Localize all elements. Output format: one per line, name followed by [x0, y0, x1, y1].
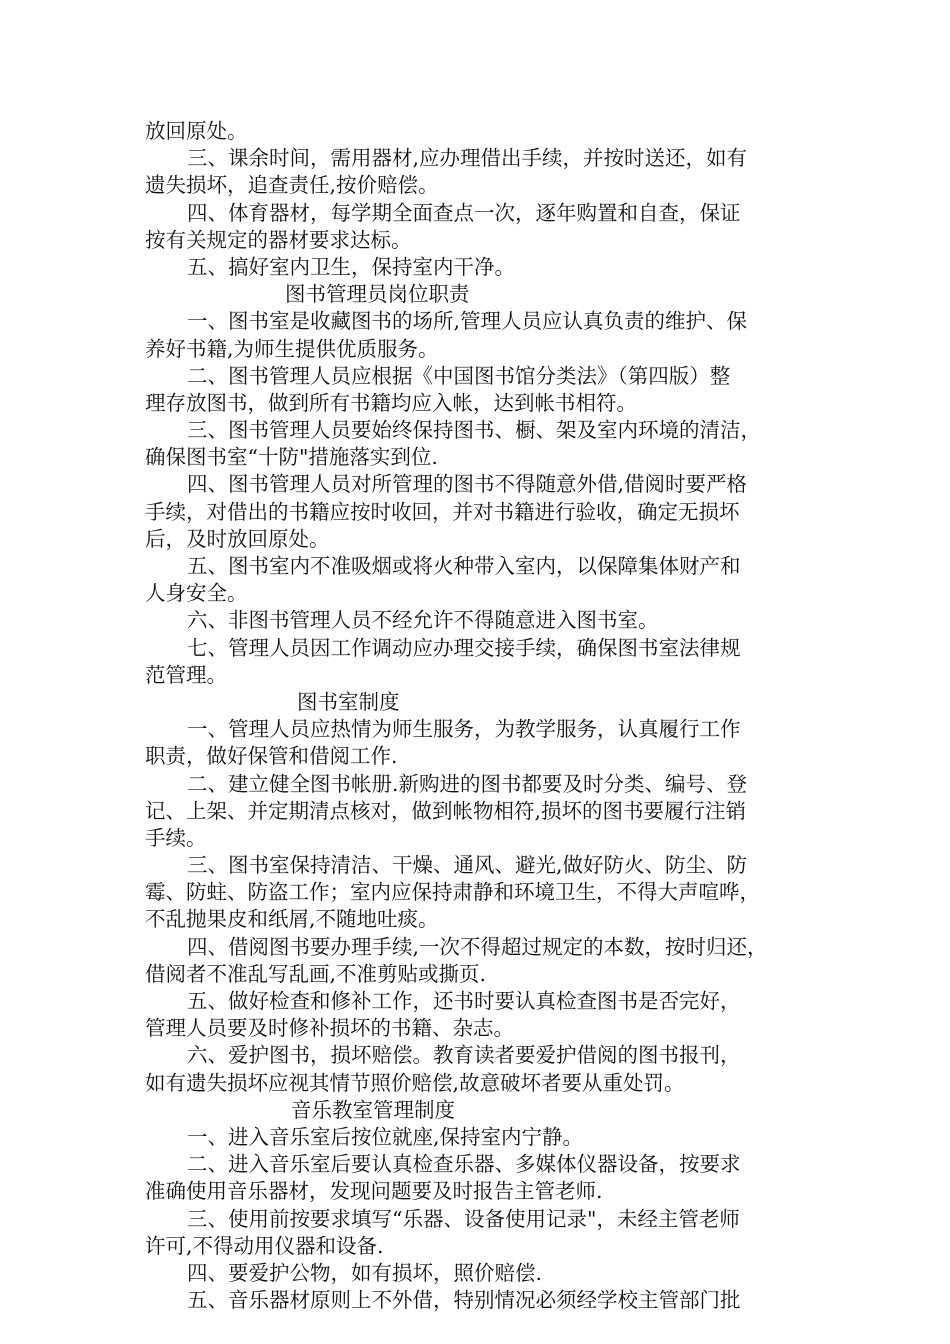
text-line: 一、图书室是收藏图书的场所,管理人员应认真负责的维护、保 — [187, 309, 748, 334]
text-line: 记、上架、并定期清点核对，做到帐物相符,损坏的图书要履行注销 — [145, 798, 747, 823]
text-line: 遗失损坏，追查责任,按价赔偿。 — [145, 173, 439, 198]
text-line: 四、要爱护公物，如有损坏，照价赔偿. — [187, 1260, 543, 1285]
text-line: 职责，做好保管和借阅工作. — [145, 744, 398, 769]
text-line: 五、音乐器材原则上不外借，特别情况必须经学校主管部门批 — [187, 1288, 741, 1313]
text-line: 二、图书管理人员应根据《中国图书馆分类法》（第四版）整 — [187, 363, 731, 388]
text-line: 二、建立健全图书帐册.新购进的图书都要及时分类、编号、登 — [187, 771, 748, 796]
text-line: 按有关规定的器材要求达标。 — [145, 227, 412, 252]
text-line: 五、图书室内不准吸烟或将火种带入室内，以保障集体财产和 — [187, 554, 741, 578]
text-line: 手续。 — [145, 825, 207, 850]
text-line: 五、做好检查和修补工作，还书时要认真检查图书是否完好， — [187, 989, 741, 1013]
text-line: 不乱抛果皮和纸屑,不随地吐痰。 — [145, 907, 439, 932]
text-line: 后，及时放回原处。 — [145, 526, 330, 551]
text-line: 三、课余时间，需用器材,应办理借出手续，并按时送还，如有 — [187, 146, 748, 171]
document-page — [145, 118, 815, 1314]
text-line: 四、借阅图书要办理手续,一次不得超过规定的本数，按时归还， — [187, 934, 768, 959]
text-line: 四、体育器材，每学期全面查点一次，逐年购置和自查，保证 — [187, 200, 741, 225]
section-heading: 图书管理员岗位职责 — [285, 282, 470, 307]
text-line: 一、管理人员应热情为师生服务，为教学服务，认真履行工作 — [187, 717, 741, 742]
text-line: 四、图书管理人员对所管理的图书不得随意外借,借阅时要严格 — [187, 472, 748, 497]
text-line: 许可,不得动用仪器和设备. — [145, 1233, 384, 1258]
text-line: 三、使用前按要求填写“乐器、设备使用记录"，未经主管老师 — [187, 1206, 740, 1231]
text-line: 三、图书室保持清洁、干燥、通风、避光,做好防火、防尘、防 — [187, 853, 748, 878]
text-line: 二、进入音乐室后要认真检查乐器、多媒体仪器设备，按要求 — [187, 1152, 741, 1177]
text-line: 养好书籍,为师生提供优质服务。 — [145, 336, 439, 361]
text-line: 准确使用音乐器材，发现问题要及时报告主管老师. — [145, 1179, 603, 1204]
text-line: 理存放图书，做到所有书籍均应入帐，达到帐书相符。 — [145, 390, 637, 415]
section-heading: 图书室制度 — [297, 689, 400, 714]
text-line: 手续，对借出的书籍应按时收回，并对书籍进行验收，确定无损坏 — [145, 499, 740, 524]
text-line: 六、非图书管理人员不经允许不得随意进入图书室。 — [187, 608, 659, 633]
text-line: 人身安全。 — [145, 581, 248, 606]
text-line: 六、爱护图书，损坏赔偿。教育读者要爱护借阅的图书报刊， — [187, 1043, 741, 1068]
text-line: 如有遗失损坏应视其情节照价赔偿,故意破坏者要从重处罚。 — [145, 1070, 685, 1095]
text-line: 确保图书室“十防"措施落实到位. — [145, 445, 438, 470]
section-heading: 音乐教室管理制度 — [291, 1097, 455, 1122]
text-line: 放回原处。 — [145, 119, 248, 143]
text-line: 一、进入音乐室后按位就座,保持室内宁静。 — [187, 1124, 584, 1149]
text-line: 五、搞好室内卫生，保持室内干净。 — [187, 254, 515, 279]
text-line: 霉、防蛀、防盗工作；室内应保持肃静和环境卫生，不得大声喧哗， — [145, 880, 760, 905]
text-line: 管理人员要及时修补损坏的书籍、杂志。 — [145, 1016, 514, 1041]
text-line: 借阅者不准乱写乱画,不准剪贴或撕页. — [145, 961, 487, 986]
text-line: 七、管理人员因工作调动应办理交接手续，确保图书室法律规 — [187, 635, 741, 660]
text-line: 三、图书管理人员要始终保持图书、橱、架及室内环境的清洁， — [187, 418, 761, 443]
text-line: 范管理。 — [145, 662, 227, 687]
